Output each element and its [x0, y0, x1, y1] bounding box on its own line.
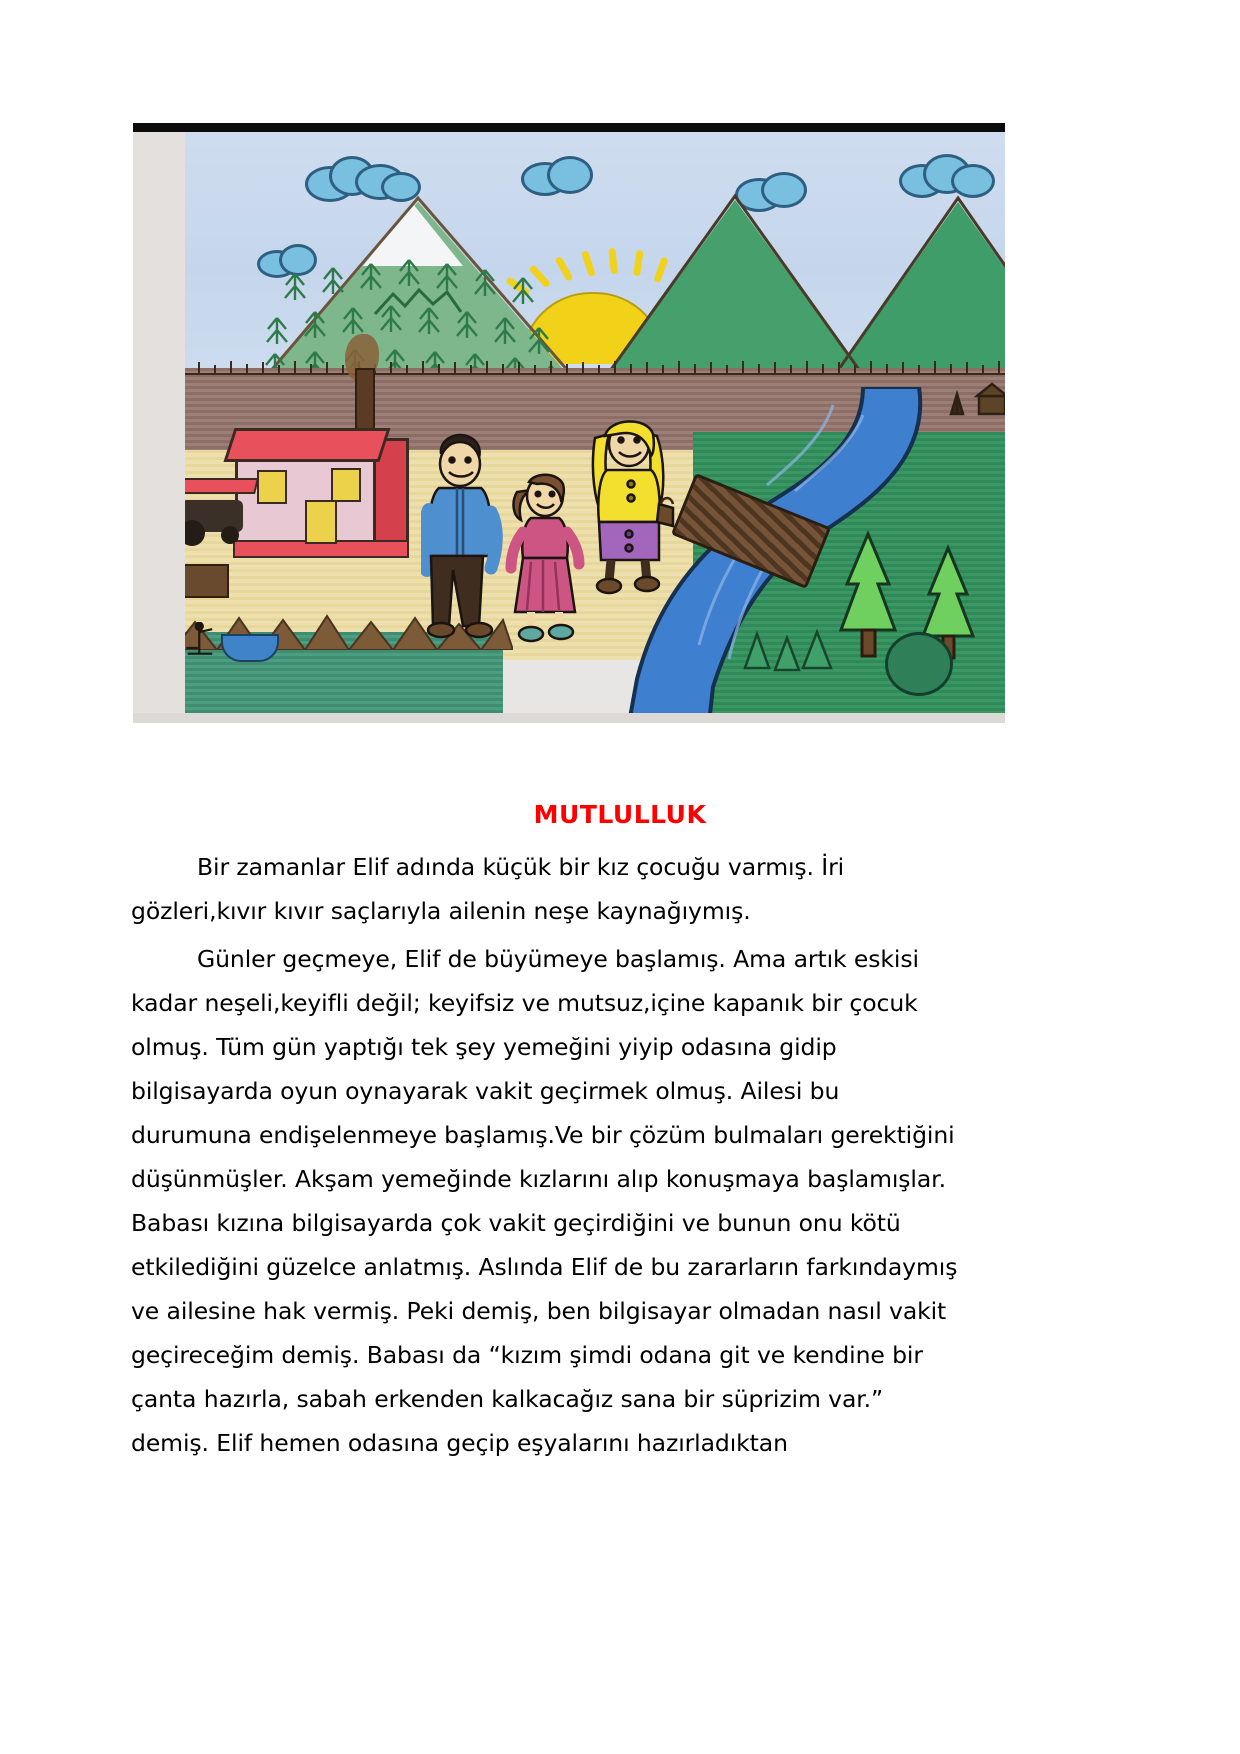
house-window-right	[331, 468, 361, 502]
mother-figure	[581, 412, 681, 610]
paragraph-2: Günler geçmeye, Elif de büyümeye başlamış. Ama artık eskisi kadar neşeli,keyifli değil; keyifsiz ve mutsuz,içine kapanık bir çocuk olmuş. Tüm gün yaptığı tek şey yemeğini yiyip odasına gidip bilgisayarda oyun oynayarak vakit geçirmek olmuş. Ailesi bu durumuna endişelenmeye başlamış.Ve bir çözüm bulmaları gerektiğini düşünmüşler. Akşam yemeğinde kızlarını alıp konuşmaya başlamışlar. Babası kızına bilgisayarda çok vakit geçirdiğini ve bunun onu kötü etkilediğini güzelce anlatmış. Aslında Elif de bu zararların farkındaymış ve ailesine hak vermiş. Peki demiş, ben bilgisayar olmadan nasıl vakit geçireceğim demiş. Babası da “kızım şimdi odana git ve kendine bir çanta hazırla, sabah erkenden kalkacağız sana bir süprizim var.” demiş. Elif hemen odasına geçip eşyalarını hazırladıktan	[131, 945, 958, 1457]
chimney	[355, 368, 375, 434]
house-door	[305, 500, 337, 544]
drawing-paper-bottom-edge	[133, 713, 1005, 723]
distant-tree-line	[173, 354, 1005, 388]
small-shrubs	[741, 628, 837, 680]
illustration-figure	[133, 123, 1005, 723]
tractor-wheel-front	[221, 526, 239, 544]
drawing-paper-margin	[133, 132, 185, 723]
distant-cabin	[943, 380, 1005, 428]
father-figure	[421, 430, 511, 642]
round-bush	[885, 632, 953, 696]
story-title: MUTLULLUK	[533, 800, 707, 829]
story-body	[131, 845, 961, 1469]
house-window-left	[257, 470, 287, 504]
paragraph-1: Bir zamanlar Elif adında küçük bir kız çocuğu varmış. İri gözleri,kıvır kıvır saçlarıyla ailenin neşe kaynağıymış.	[131, 853, 845, 925]
house-roof	[223, 428, 390, 462]
child-drawing-photo	[133, 132, 1005, 723]
photo-top-border	[133, 123, 1005, 132]
blue-basin	[221, 634, 279, 662]
girl-figure	[505, 466, 585, 644]
